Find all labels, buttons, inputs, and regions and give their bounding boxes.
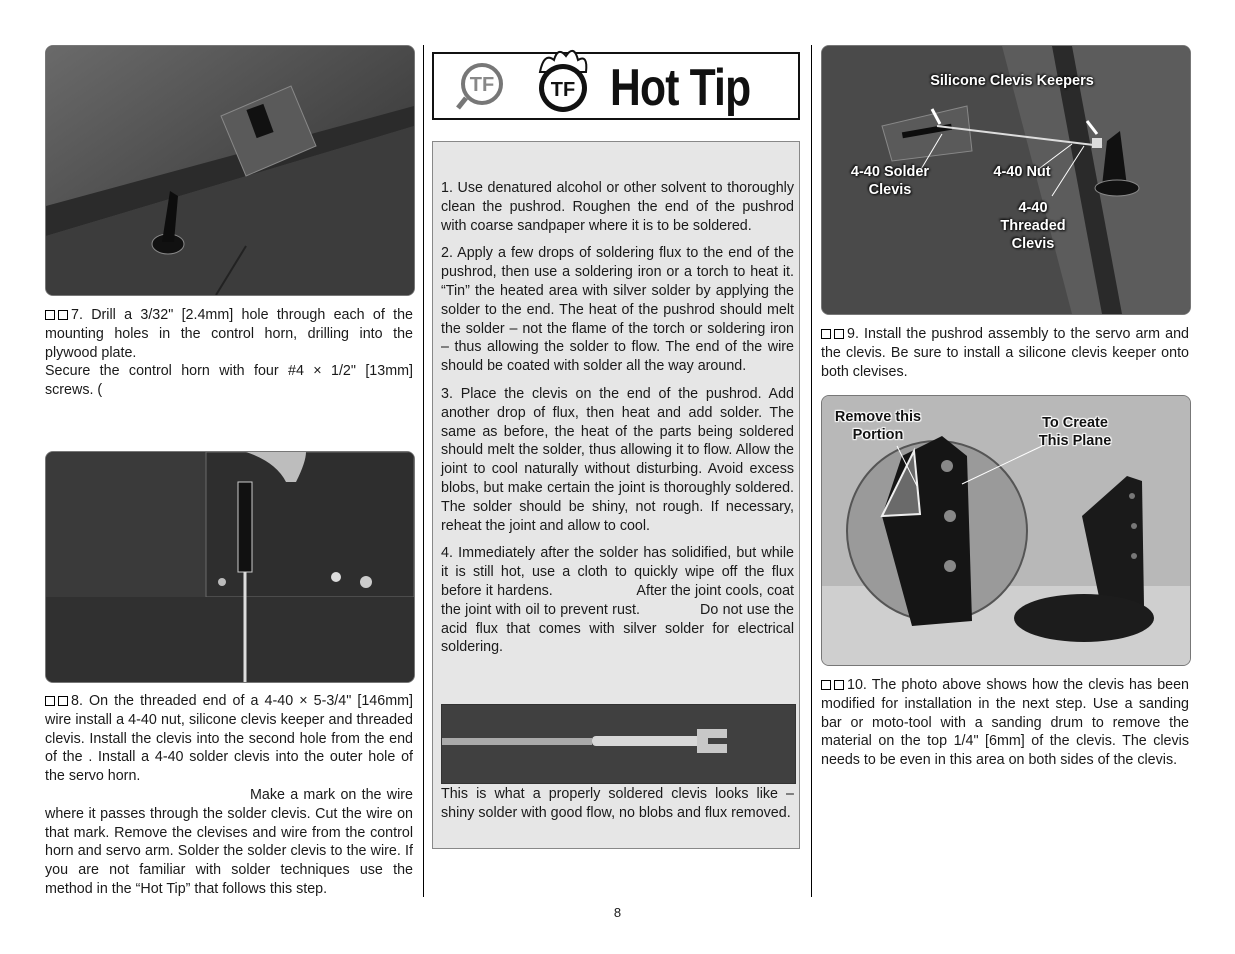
step8-line2: Make a mark on the wire where it passes through the solder clevis. Cut the wire on that mark. Remove the clevises and wire from the control horn and servo arm. Solder the solder clevis to the wire. If you are not familiar with solder techniques use the method in the “Hot Tip” that follows this step. — [45, 786, 413, 897]
label-threaded-clevis: 4-40 Threaded Clevis — [1000, 200, 1066, 252]
tip-step4: 4. Immediately after the solder has solidified, but while it is still hot, use a cloth to quickly wipe off the flux before it hardens. After the joint cools, coat the joint with oil to prevent rust. Do not use the acid flux that comes with silver solder for electrical soldering. — [441, 545, 798, 656]
step9-line: 9. Install the pushrod assembly to the servo arm and the clevis. Be sure to install a silicone clevis keeper onto both clevises. — [821, 326, 1189, 380]
control-horn-photo — [45, 45, 415, 296]
tip-caption: This is what a properly soldered clevis looks like – shiny solder with good flow, no blobs and flux removed. — [441, 786, 794, 821]
checkbox-icon[interactable] — [58, 696, 68, 706]
pushrod-assembly-photo — [821, 45, 1191, 315]
checkbox-icon[interactable] — [45, 696, 55, 706]
hot-tip-box — [432, 141, 800, 849]
page-number: 8 — [613, 905, 622, 920]
checkbox-icon[interactable] — [821, 680, 831, 690]
clevis-modification-photo — [821, 395, 1191, 666]
step7-line1: 7. Drill a 3/32" [2.4mm] hole through each of the mounting holes in the control horn, drilling into the plywood plate. — [45, 307, 413, 361]
checkbox-icon[interactable] — [58, 310, 68, 320]
label-solder-clevis: 4-40 Solder Clevis — [850, 164, 930, 198]
checkbox-icon[interactable] — [834, 680, 844, 690]
step9-text — [821, 325, 1189, 381]
label-keepers: Silicone Clevis Keepers — [930, 73, 1094, 89]
clevis-install-photo — [45, 451, 415, 683]
tip-step3: 3. Place the clevis on the end of the pushrod. Add another drop of flux, then heat and add solder. The same as before, the heat of the parts being soldered should melt the solder, thus allowing it to flow. Allow the joint to cool naturally without disturbing. Avoid excess blobs, but make certain the joint is thoroughly soldered. The solder should be shiny, not rough. If necessary, reheat the joint and allow to cool. — [441, 385, 794, 534]
label-create-plane: To Create This Plane — [1038, 415, 1112, 449]
tf-logo-icon — [454, 58, 510, 114]
svg-text:TF: TF — [469, 74, 495, 96]
step7-text — [45, 306, 413, 400]
step10-line: 10. The photo above shows how the clevis has been modified for installation in the next step. Use a sanding bar or moto-tool with a sanding drum to remove the material on the top 1/4" [6mm] of the clevis. The clevis needs to be even in this area on both sides of the clevis. — [821, 677, 1189, 769]
tip-step1: 1. Use denatured alcohol or other solvent to thoroughly clean the pushrod. Roughen the end of the pushrod with coarse sandpaper where it is to be soldered. — [441, 180, 794, 234]
step7-line2: Secure the control horn with four #4 × 1/2" [13mm] screws. ( — [45, 363, 413, 399]
tip-step2: 2. Apply a few drops of soldering flux to the end of the pushrod, then use a soldering iron or a torch to heat it. “Tin” the heated area with silver solder by applying the solder to the end. The heat of the pushrod should melt the solder – not the flame of the torch or soldering iron – thus allowing the solder to flow. The end of the wire should be coated with solder all the way around. — [441, 245, 794, 375]
label-nut: 4-40 Nut — [993, 164, 1051, 180]
checkbox-icon[interactable] — [834, 329, 844, 339]
flame-logo-icon — [530, 42, 596, 118]
checkbox-icon[interactable] — [45, 310, 55, 320]
hot-tip-title: Hot Tip — [610, 59, 751, 117]
checkbox-icon[interactable] — [821, 329, 831, 339]
column-divider — [811, 45, 812, 897]
step8-text — [45, 692, 413, 899]
step8-line1: 8. On the threaded end of a 4-40 × 5-3/4" [146mm] wire install a 4-40 nut, silicone clevis keeper and threaded clevis. Install the clevis into the second hole from the end of the . Install a 4-40 solder clevis into the outer hole of the servo horn. — [45, 693, 413, 785]
svg-text:TF: TF — [550, 79, 576, 101]
hot-tip-header — [432, 52, 800, 120]
soldered-clevis-photo — [441, 704, 796, 784]
column-divider — [423, 45, 424, 897]
label-remove-portion: Remove this Portion — [834, 409, 922, 443]
step10-text — [821, 676, 1189, 770]
